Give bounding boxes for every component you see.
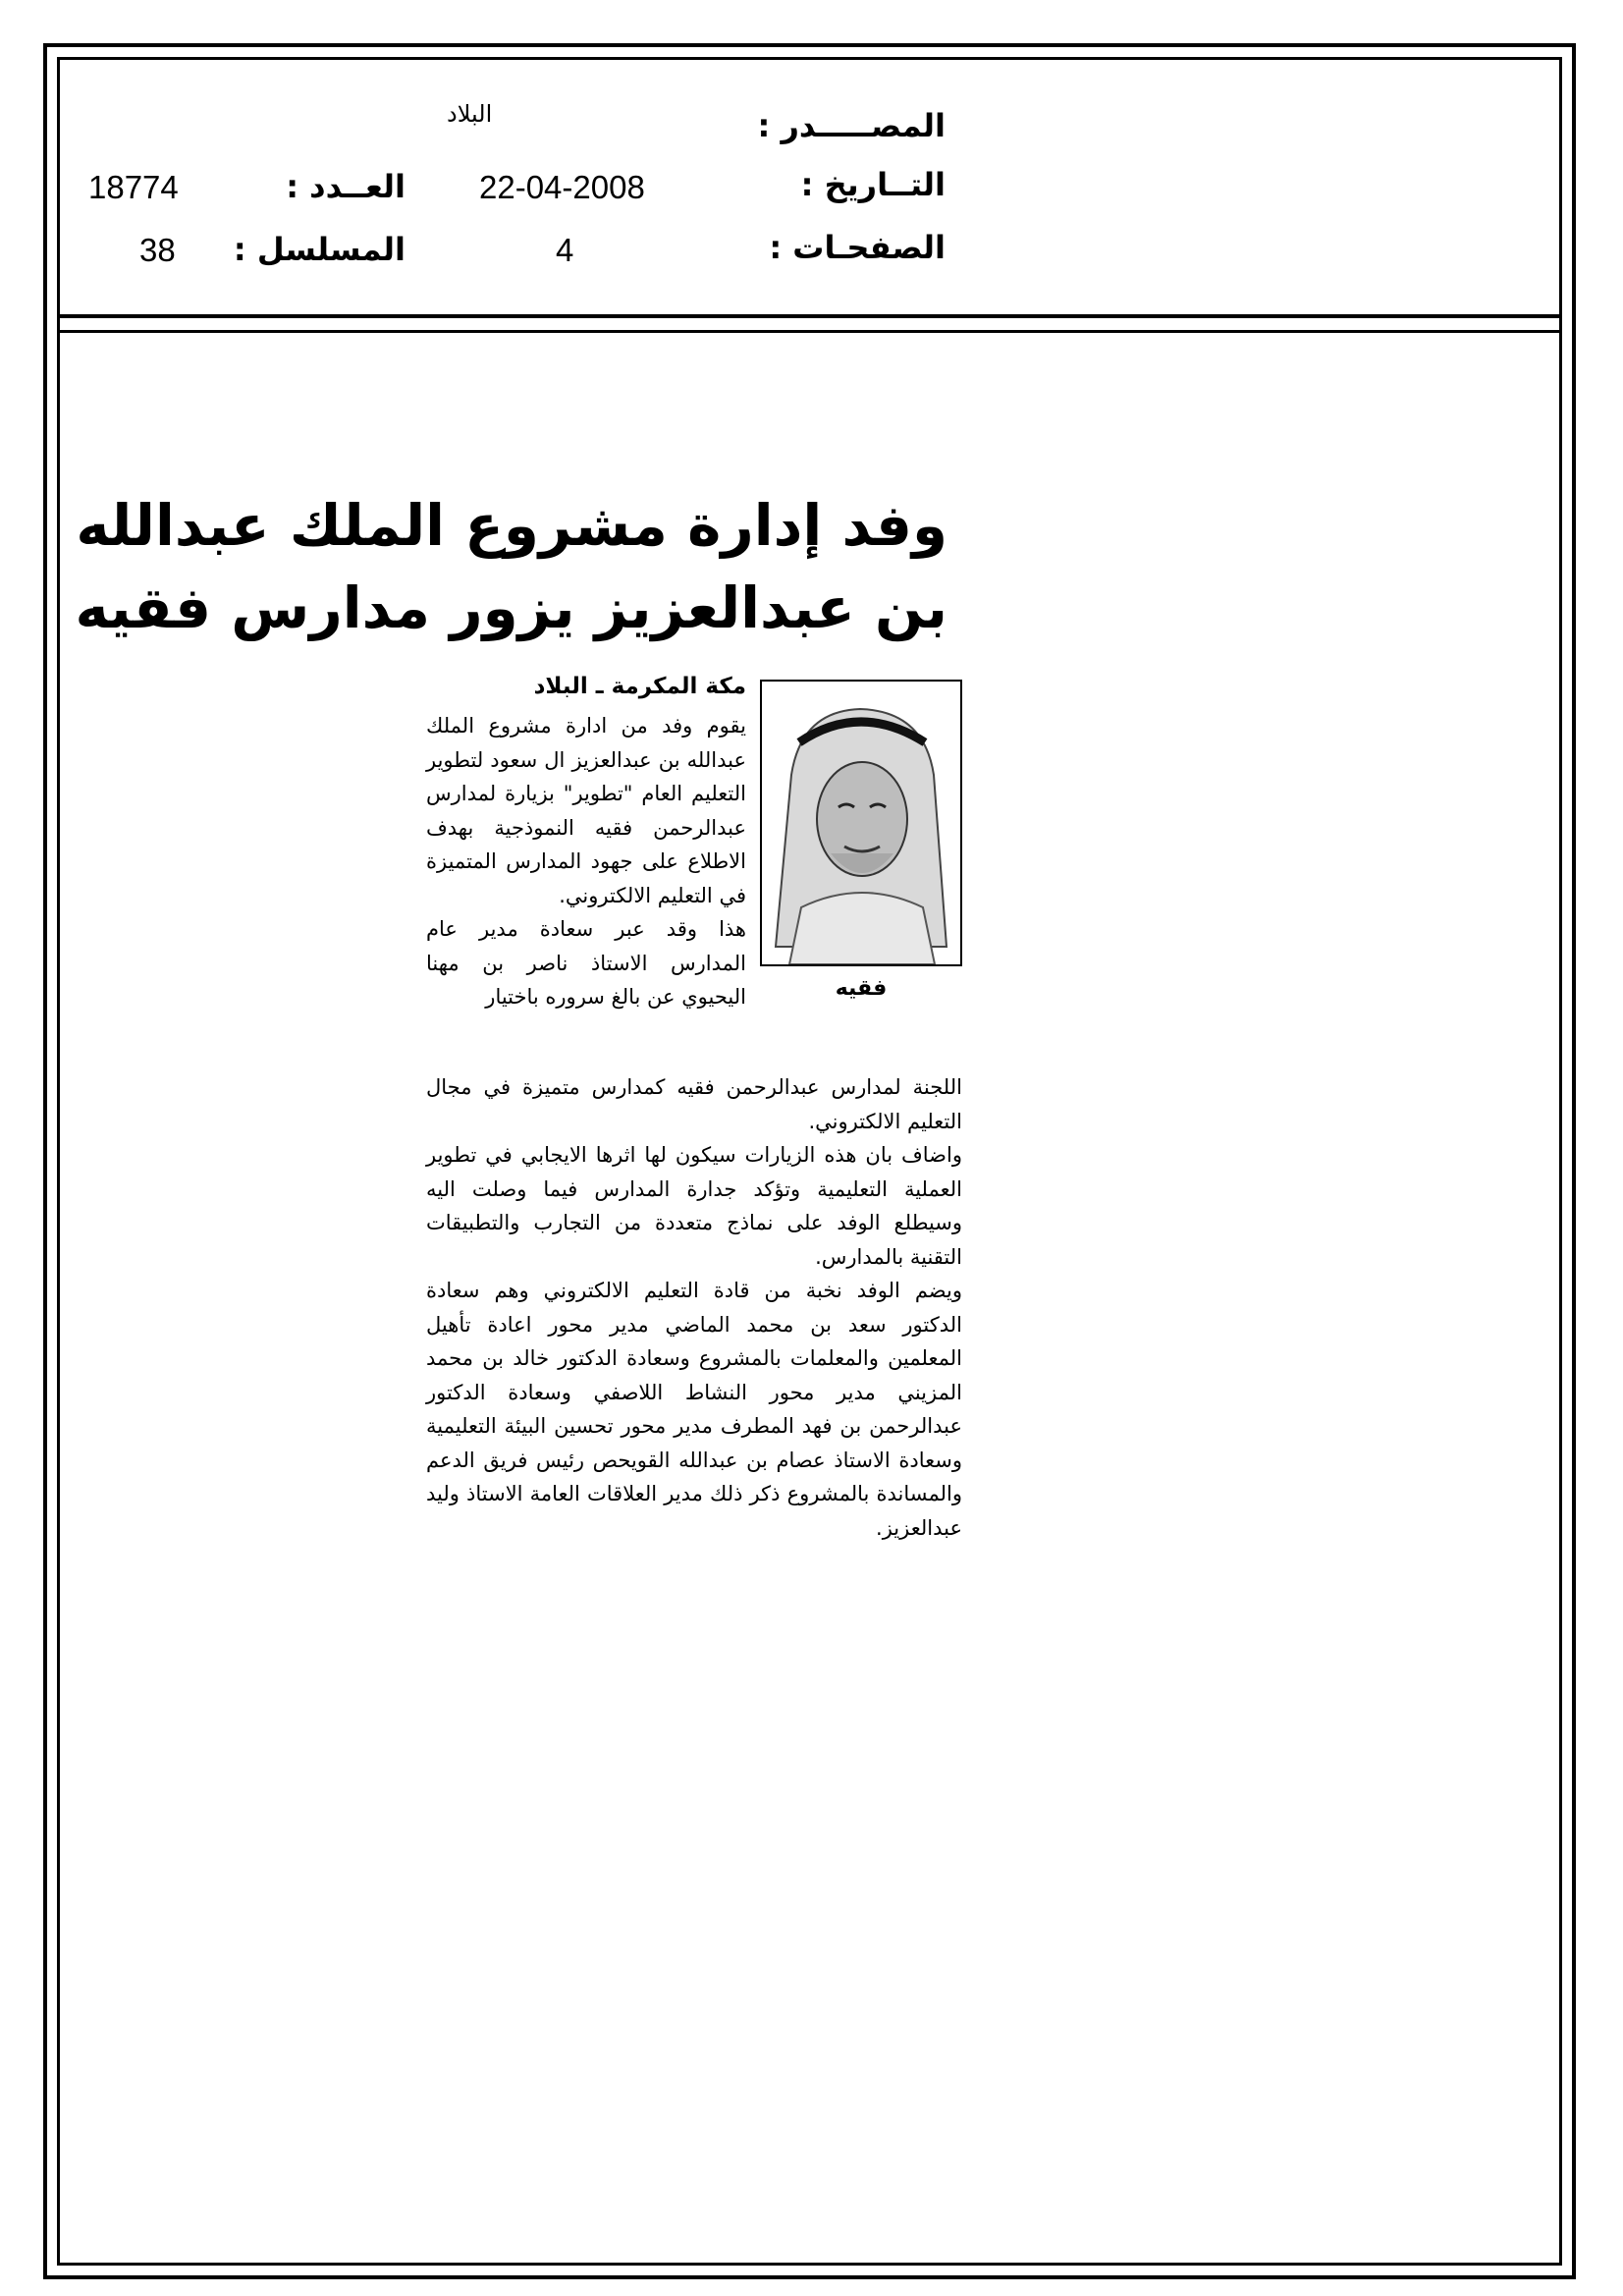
issue-label: العــدد : — [286, 168, 406, 205]
source-value: البلاد — [447, 100, 493, 128]
header-divider-thin — [57, 330, 1562, 333]
byline: مكة المكرمة ـ البلاد — [533, 674, 746, 699]
pages-label: الصفحـات : — [769, 229, 946, 266]
paragraph-4: ويضم الوفد نخبة من قادة التعليم الالكتروني وهم سعادة الدكتور سعد بن محمد الماضي مدير محور اعادة تأهيل المعلمين والمعلمات بالمشروع وسعادة الدكتور خالد بن محمد المزيني مدير محور النشاط اللاصفي وسعادة الدكتور عبدالرحمن بن فهد المطرف مدير محور تحسين البيئة التعليمية وسعادة الاستاذ عصام بن عبدالله القويحص رئيس فريق الدعم والمساندة بالمشروع ذكر ذلك مدير العلاقات العامة الاستاذ وليد عبدالعزيز. — [426, 1279, 962, 1540]
article-column-narrow — [426, 709, 746, 1014]
issue-value: 18774 — [88, 169, 179, 205]
serial-value: 38 — [139, 232, 176, 268]
portrait-photo — [760, 680, 962, 966]
headline-line-1: وفد إدارة مشروع الملك عبدالله — [76, 492, 947, 559]
pages-value: 4 — [556, 232, 574, 268]
article-column-wide — [426, 1070, 962, 1545]
source-label: المصـــــدر : — [757, 107, 946, 144]
date-value: 22-04-2008 — [479, 169, 645, 205]
paragraph-2-end: اللجنة لمدارس عبدالرحمن فقيه كمدارس متميزة في مجال التعليم الالكتروني. — [426, 1075, 962, 1133]
date-label: التــاريخ : — [800, 166, 946, 203]
portrait-illustration — [762, 682, 960, 964]
paragraph-2-start: هذا وقد عبر سعادة مدير عام المدارس الاستاذ ناصر بن مهنا اليحيوي عن بالغ سروره باختيار — [426, 917, 746, 1009]
paragraph-3: واضاف بان هذه الزيارات سيكون لها اثرها الايجابي في تطوير العملية التعليمية وتؤكد جدارة المدارس فيما وصلت اليه وسيطلع الوفد على نماذج متعددة من التجارب والتطبيقات التقنية بالمدارس. — [426, 1143, 962, 1269]
headline-line-2: بن عبدالعزيز يزور مدارس فقيه — [75, 574, 947, 641]
paragraph-1: يقوم وفد من ادارة مشروع الملك عبدالله بن عبدالعزيز ال سعود لتطوير التعليم العام "تطوير" بزيارة لمدارس عبدالرحمن فقيه النموذجية بهدف الاطلاع على جهود المدارس المتميزة في التعليم الالكتروني. — [426, 714, 746, 907]
serial-label: المسلسل : — [233, 231, 406, 268]
photo-caption: فقيه — [835, 976, 888, 1001]
header-divider-thick — [57, 314, 1562, 318]
